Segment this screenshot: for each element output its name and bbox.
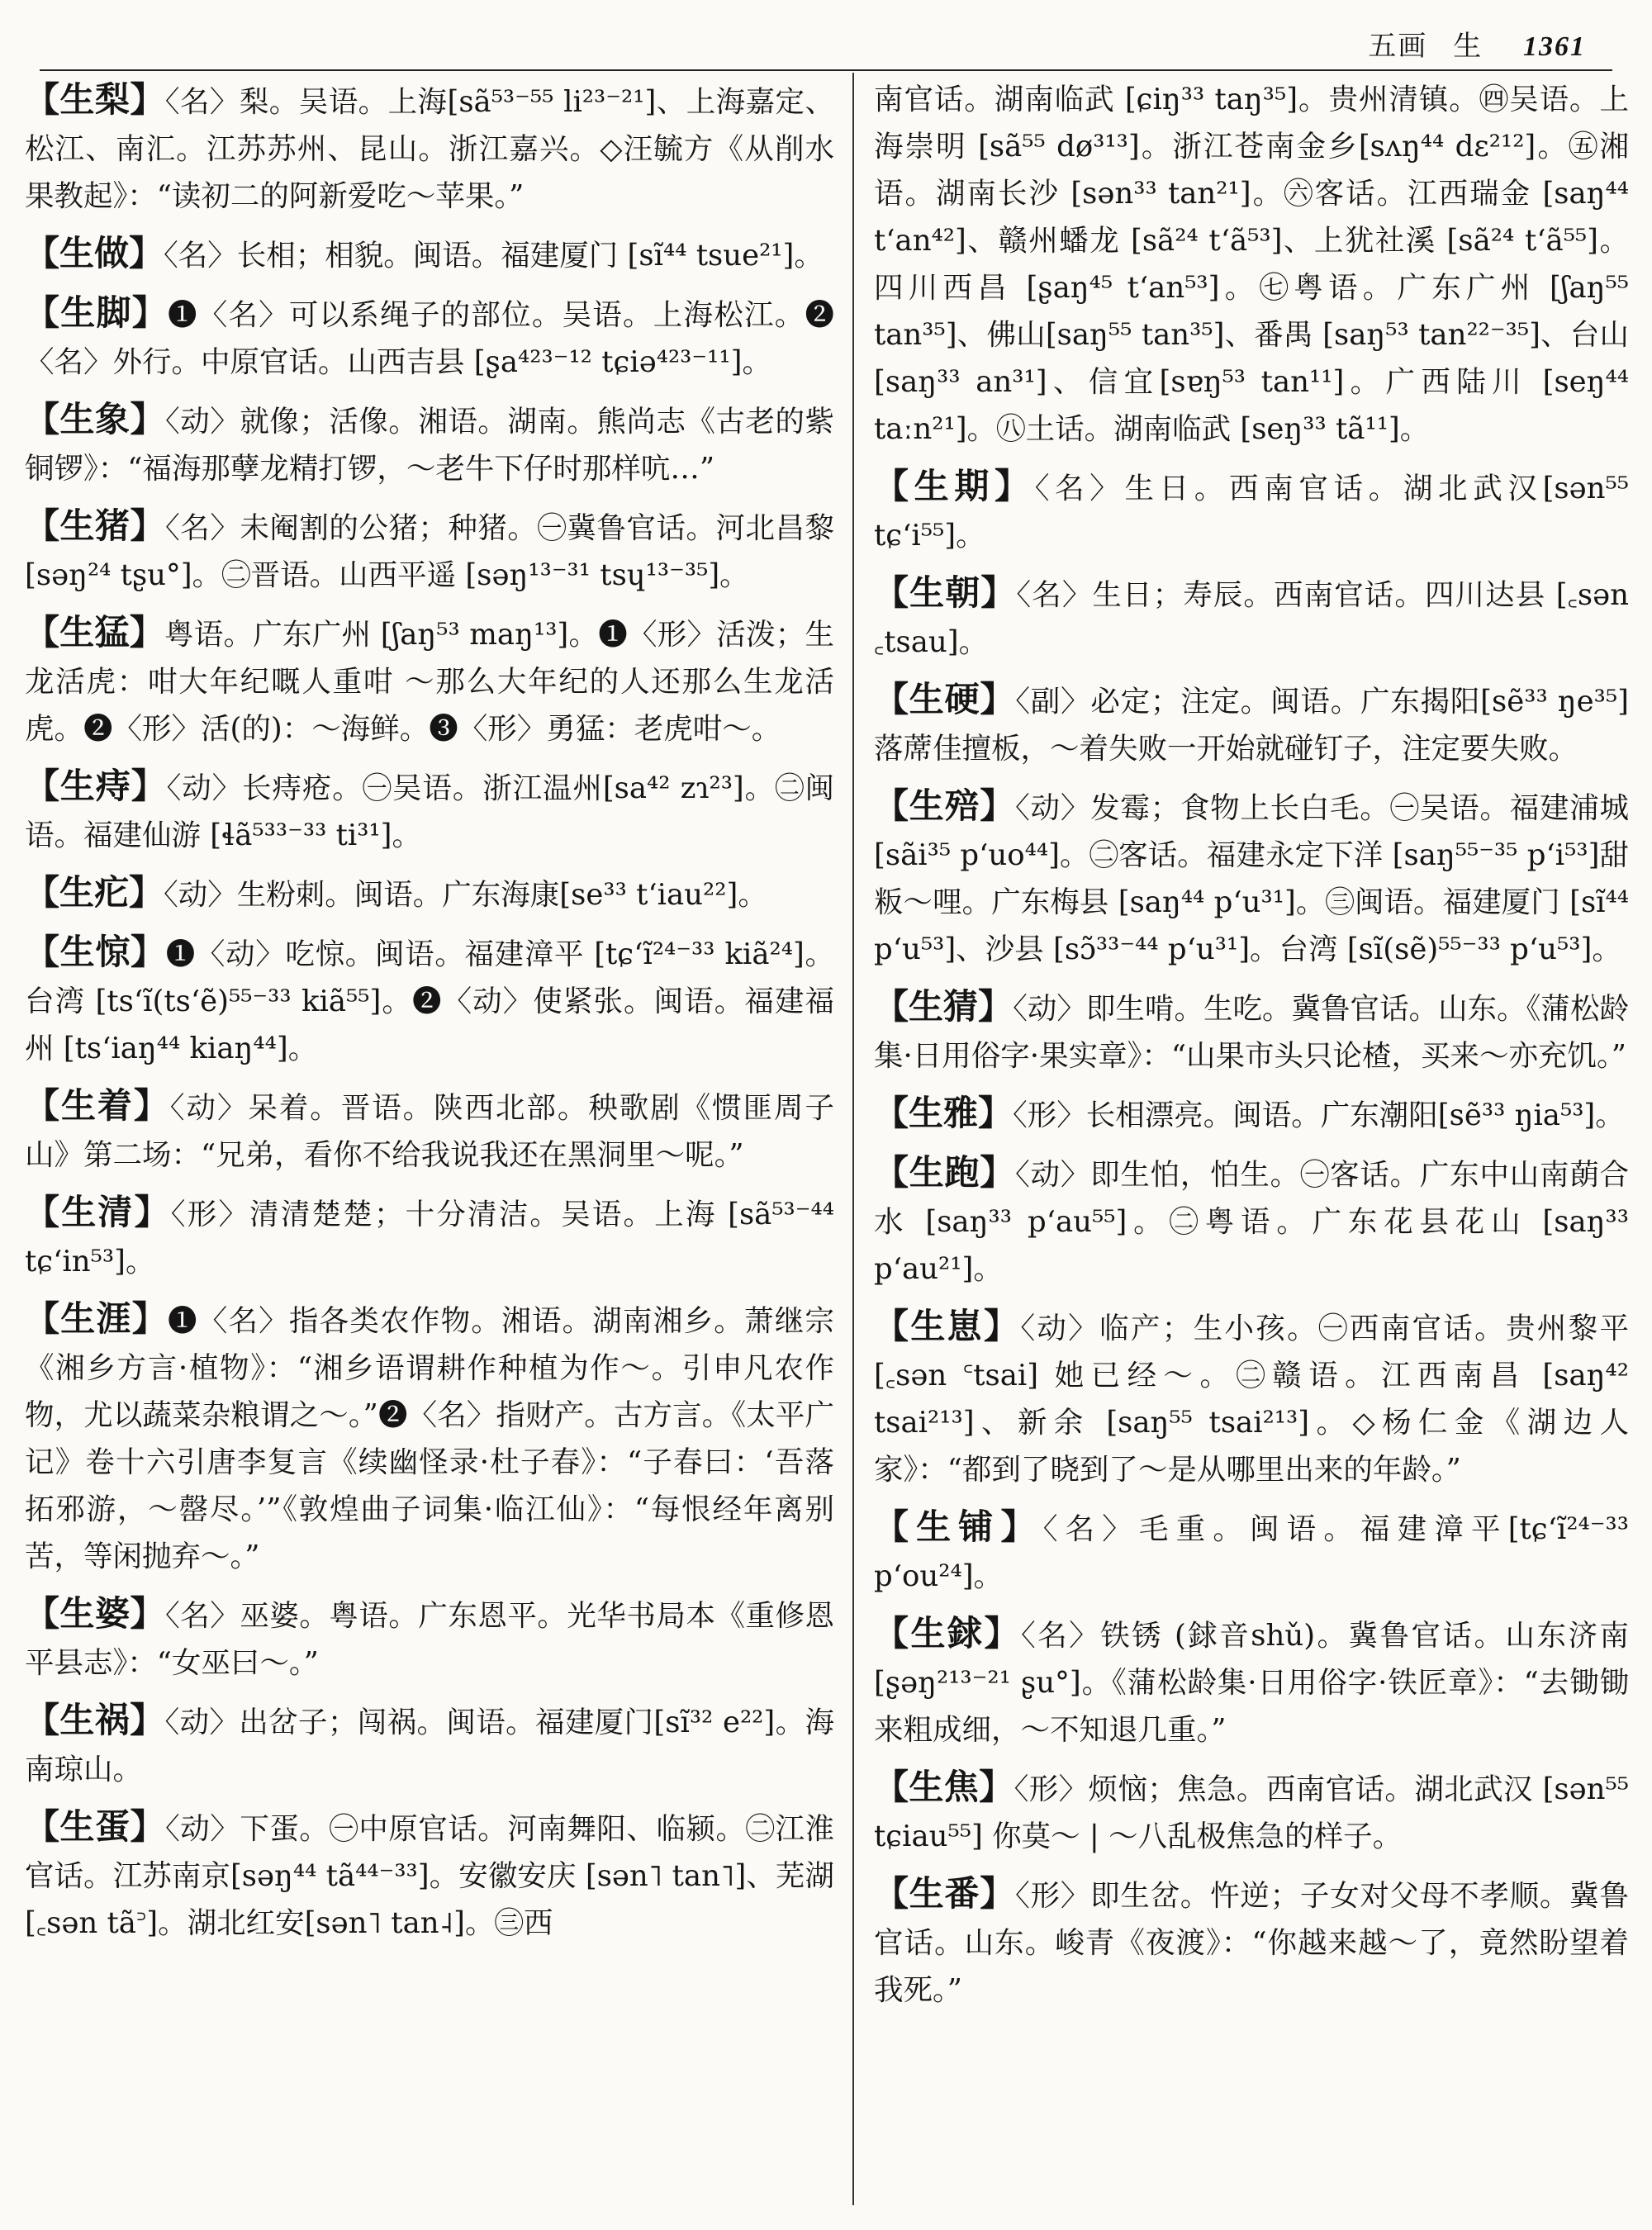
- entry-headword: 【生着】: [25, 1085, 170, 1126]
- entry-headword: 【生蛋】: [25, 1806, 166, 1847]
- dictionary-entry: [874, 1149, 1629, 1293]
- dictionary-entry: [25, 230, 834, 279]
- dictionary-entry: [25, 289, 834, 386]
- dictionary-entry: [874, 676, 1629, 772]
- entry-headword: 【生朝】: [874, 572, 1017, 613]
- entry-definition: 〈动〉生粉刺。闽语。广东海康[se³³ t‘iau²²]。: [164, 878, 767, 912]
- entry-definition: 〈动〉发霉；食物上长白毛。㊀吴语。福建浦城 [sãi³⁵ p‘uo⁴⁴]。㊁客话。福建永定下洋 [saŋ⁵⁵⁻³⁵ p‘i⁵³]甜粄～哩。广东梅县 [saŋ⁴⁴ p‘u³¹]。㊂闽语。福建厦门 [sĩ⁴⁴ p‘u⁵³]、沙县 [sɔ̃³³⁻⁴⁴ p‘u³¹]。台湾 [sĩ(sẽ)⁵⁵⁻³³ p‘u⁵³]。: [874, 791, 1629, 966]
- column-divider: [852, 73, 854, 2205]
- entry-continuation: 南官话。湖南临武 [ɕiŋ³³ taŋ³⁵]。贵州清镇。㊃吴语。上海崇明 [sã⁵⁵ dø³¹³]。浙江苍南金乡[sʌŋ⁴⁴ dɛ²¹²]。㊄湘语。湖南长沙 [sən³³ tan²¹]。㊅客话。江西瑞金 [saŋ⁴⁴ t‘an⁴²]、赣州蟠龙 [sã²⁴ t‘ã⁵³]、上犹社溪 [sã²⁴ t‘ã⁵⁵]。四川西昌 [ʂaŋ⁴⁵ t‘an⁵³]。㊆粤语。广东广州 [ʃaŋ⁵⁵ tan³⁵]、佛山[saŋ⁵⁵ tan³⁵]、番禺 [saŋ⁵³ tan²²⁻³⁵]、台山[saŋ³³ an³¹]、信宜[sɐŋ⁵³ tan¹¹]。广西陆川 [seŋ⁴⁴ taːn²¹]。㊇土话。湖南临武 [seŋ³³ tã¹¹]。: [874, 83, 1629, 446]
- entry-headword: 【生期】: [874, 466, 1035, 506]
- dictionary-entry: [874, 569, 1629, 666]
- entry-headword: 【生雅】: [874, 1093, 1014, 1133]
- entry-headword: 【生疕】: [25, 872, 164, 913]
- entry-definition: 〈动〉临产；生小孩。㊀西南官话。贵州黎平 [꜀sən ꜂tsai] 她已经～。㊁赣语。江西南昌 [saŋ⁴² tsai²¹³]、新余 [saŋ⁵⁵ tsai²¹³]。◇杨仁金《湖边人家》：“都到了晓到了～是从哪里出来的年龄。”: [874, 1312, 1629, 1487]
- entry-definition: 〈名〉长相；相貌。闽语。福建厦门 [sĩ⁴⁴ tsue²¹]。: [164, 239, 824, 273]
- entry-headword: 【生涯】: [25, 1298, 168, 1339]
- dictionary-entry: [25, 609, 834, 752]
- right-column: [874, 76, 1629, 2211]
- dictionary-entry: [25, 928, 834, 1072]
- entry-definition: 〈动〉呆着。晋语。陕西北部。秧歌剧《惯匪周子山》第二场：“兄弟，看你不给我说我还在黑洞里～呢。”: [25, 1091, 834, 1172]
- entry-definition: 〈名〉生日；寿辰。西南官话。四川达县 [꜀sən ꜀tsau]。: [874, 578, 1629, 659]
- entry-definition: 〈动〉即生怕，怕生。㊀客话。广东中山南蓢合水 [saŋ³³ p‘au⁵⁵]。㊁粤语。广东花县花山 [saŋ³³ p‘au²¹]。: [874, 1158, 1629, 1286]
- dictionary-entry: [25, 396, 834, 492]
- entry-definition: ❶〈名〉指各类农作物。湘语。湖南湘乡。萧继宗《湘乡方言·植物》：“湘乡语谓耕作种植为作～。引申凡农作物，尤以蔬菜杂粮谓之～。”❷〈名〉指财产。古方言。《太平广记》卷十六引唐李复言《续幽怪录·杜子春》：“子春曰：‘吾落拓邪游，～罄尽。’”《敦煌曲子词集·临江仙》：“每恨经年离别苦，等闲抛弃～。”: [25, 1304, 834, 1573]
- dictionary-entry: [25, 1590, 834, 1687]
- entry-definition: 〈形〉即生岔。忤逆；子女对父母不孝顺。冀鲁官话。山东。峻青《夜渡》：“你越来越～了，竟然盼望着我死。”: [874, 1879, 1629, 2007]
- entry-definition: 〈名〉毛重。闽语。福建漳平[tɕ‘ĩ²⁴⁻³³ p‘ou²⁴]。: [874, 1512, 1629, 1593]
- dictionary-entry: [874, 1503, 1629, 1600]
- entry-headword: 【生番】: [874, 1873, 1016, 1914]
- dictionary-entry: [874, 1089, 1629, 1139]
- entry-headword: 【生猜】: [874, 986, 1014, 1027]
- entry-definition: 〈形〉烦恼；焦急。西南官话。湖北武汉 [sən⁵⁵ tɕiau⁵⁵] 你莫～ | ～八乱极焦急的样子。: [874, 1772, 1629, 1853]
- entry-definition: 〈名〉铁锈 (銶音shǔ)。冀鲁官话。山东济南 [ʂəŋ²¹³⁻²¹ ʂu°]。《蒲松龄集·日用俗字·铁匠章》：“去锄锄来粗成细，～不知退几重。”: [874, 1619, 1629, 1747]
- entry-definition: ❶〈名〉可以系绳子的部位。吴语。上海松江。❷〈名〉外行。中原官话。山西吉县 [ʂa⁴²³⁻¹² tɕiə⁴²³⁻¹¹]。: [25, 298, 834, 379]
- entry-definition: 〈形〉清清楚楚；十分清洁。吴语。上海 [sã⁵³⁻⁴⁴ tɕ‘in⁵³]。: [25, 1198, 834, 1279]
- entry-headword: 【生銶】: [874, 1613, 1021, 1654]
- entry-headword: 【生猪】: [25, 505, 166, 546]
- entry-definition: ❶〈动〉吃惊。闽语。福建漳平 [tɕ‘ĩ²⁴⁻³³ kiã²⁴]。台湾 [ts‘ĩ(ts‘ẽ)⁵⁵⁻³³ kiã⁵⁵]。❷〈动〉使紧张。闽语。福建福州 [ts‘iaŋ⁴⁴ kiaŋ⁴⁴]。: [25, 937, 834, 1065]
- entry-definition: 〈形〉长相漂亮。闽语。广东潮阳[sẽ³³ ŋia⁵³]。: [1013, 1098, 1625, 1132]
- left-column: [25, 76, 834, 2211]
- entry-definition: 〈动〉就像；活像。湘语。湖南。熊尚志《古老的紫铜锣》：“福海那孽龙精打锣，～老牛下仔时那样吭…”: [25, 405, 834, 486]
- entry-headword: 【生脚】: [25, 292, 168, 333]
- dictionary-entry: [874, 1610, 1629, 1753]
- page-number: 1361: [1523, 31, 1586, 62]
- dictionary-entry: [25, 1082, 834, 1179]
- dictionary-entry: [25, 869, 834, 918]
- entry-definition: 〈名〉梨。吴语。上海[sã⁵³⁻⁵⁵ li²³⁻²¹]、上海嘉定、松江、南汇。江苏苏州、昆山。浙江嘉兴。◇汪毓方《从削水果教起》：“读初二的阿新爱吃～苹果。”: [25, 85, 834, 213]
- dictionary-entry: [25, 502, 834, 599]
- entry-headword: 【生铺】: [874, 1506, 1043, 1547]
- dictionary-entry: [25, 1803, 834, 1947]
- entry-headword: 【生象】: [25, 399, 166, 439]
- entry-definition: 〈名〉生日。西南官话。湖北武汉[sən⁵⁵ tɕ‘i⁵⁵]。: [874, 472, 1629, 553]
- entry-definition: 〈名〉未阉割的公猪；种猪。㊀冀鲁官话。河北昌黎 [səŋ²⁴ tʂu°]。㊁晋语。山西平遥 [səŋ¹³⁻³¹ tsɥ¹³⁻³⁵]。: [25, 511, 834, 592]
- section-label: 五画: [1368, 30, 1428, 63]
- entry-definition: 粤语。广东广州 [ʃaŋ⁵³ maŋ¹³]。❶〈形〉活泼；生龙活虎：咁大年纪嘅人重咁 ～那么大年纪的人还那么生龙活虎。❷〈形〉活(的)：～海鲜。❸〈形〉勇猛：老虎咁～。: [25, 618, 834, 746]
- entry-headword: 【生猛】: [25, 612, 164, 652]
- entry-definition: 〈动〉出岔子；闯祸。闽语。福建厦门[sĩ³² e²²]。海南琼山。: [25, 1706, 834, 1786]
- entry-headword: 【生梨】: [25, 79, 165, 120]
- dictionary-entry: [874, 1302, 1629, 1493]
- entry-headword: 【生清】: [25, 1192, 171, 1232]
- dictionary-entry: [874, 1870, 1629, 2014]
- entry-headword: 【生做】: [25, 233, 164, 273]
- header-rule: [40, 69, 1612, 71]
- entry-headword: 【生殕】: [874, 785, 1016, 826]
- entry-definition: 〈动〉即生啃。生吃。冀鲁官话。山东。《蒲松龄集·日用俗字·果实章》：“山果市头只论楂，买来～亦充饥。”: [874, 992, 1629, 1073]
- running-head: [1368, 23, 1586, 64]
- dictionary-entry: [874, 782, 1629, 973]
- entry-headword: 【生祸】: [25, 1700, 165, 1740]
- dictionary-entry: [25, 1189, 834, 1285]
- entry-headword: 【生跑】: [874, 1152, 1016, 1193]
- entry-headword: 【生痔】: [25, 766, 167, 806]
- dictionary-entry: [25, 76, 834, 220]
- entry-headword: 【生焦】: [874, 1767, 1014, 1807]
- entry-headword: 【生硬】: [874, 679, 1016, 719]
- entry-definition: 〈动〉下蛋。㊀中原官话。河南舞阳、临颍。㊁江淮官话。江苏南京[səŋ⁴⁴ tã⁴⁴⁻³³]。安徽安庆 [sən˥ tan˥]、芜湖 [꜀sən tã꜄]。湖北红安[sən˥ tan˨]。㊂西: [25, 1812, 834, 1940]
- entry-definition: 〈名〉巫婆。粤语。广东恩平。光华书局本《重修恩平县志》：“女巫曰～。”: [25, 1599, 834, 1680]
- entry-definition: 〈副〉必定；注定。闽语。广东揭阳[sẽ³³ ŋe³⁵] 落蓆佳擅板，～着失败一开始就碰钉子，注定要失败。: [874, 685, 1629, 766]
- head-character: 生: [1453, 30, 1483, 63]
- dictionary-entry: [874, 983, 1629, 1079]
- entry-headword: 【生婆】: [25, 1593, 166, 1634]
- dictionary-entry: [874, 1763, 1629, 1860]
- dictionary-entry: [25, 1696, 834, 1793]
- dictionary-entry: [25, 762, 834, 859]
- entry-headword: 【生惊】: [25, 932, 166, 972]
- dictionary-entry: [25, 1295, 834, 1580]
- entry-definition: 〈动〉长痔疮。㊀吴语。浙江温州[sa⁴² zɿ²³]。㊁闽语。福建仙游 [ɬã⁵³³⁻³³ ti³¹]。: [25, 771, 834, 852]
- entry-headword: 【生崽】: [874, 1306, 1021, 1346]
- dictionary-entry: [874, 463, 1629, 559]
